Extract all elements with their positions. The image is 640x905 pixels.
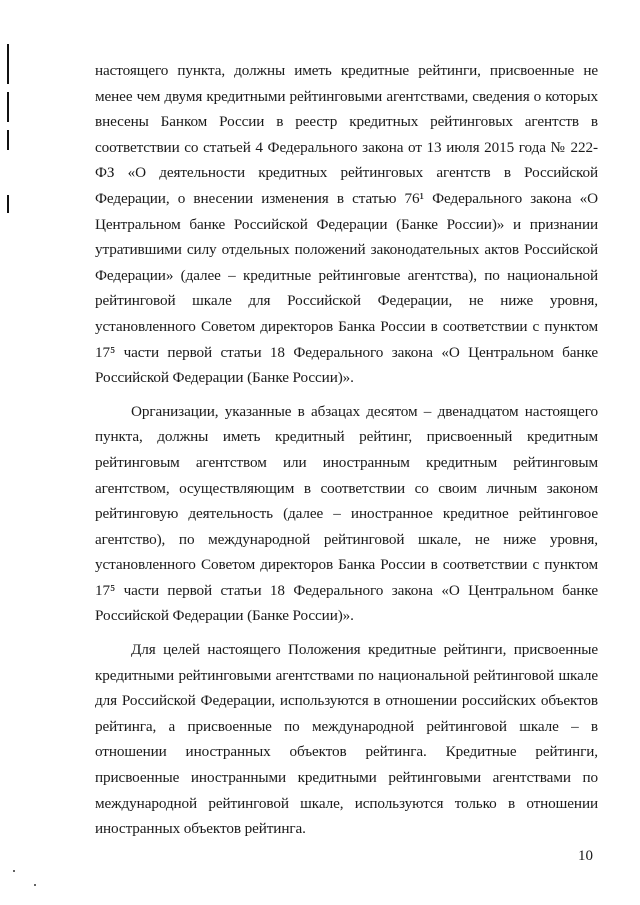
document-page <box>95 58 598 842</box>
paragraph-2: Организации, указанные в абзацах десятом – двенадцатом настоящего пункта, должны иметь кредитный рейтинг, присвоенный кредитным рейтинговым агентством или иностранным кредитным рейтинговым агентством, осуществляющим в соответствии со своим личным законом рейтинговую деятельность (далее – иностранное кредитное рейтинговое агентство), по международной рейтинговой шкале, не ниже уровня, установленного Советом директоров Банка России в соответствии с пунктом 17⁵ части первой статьи 18 Федерального закона «О Центральном банке Российской Федерации (Банке России)». <box>95 402 598 625</box>
scan-mark-3 <box>7 130 9 150</box>
paragraph-3: Для целей настоящего Положения кредитные рейтинги, присвоенные кредитными рейтинговыми агентствами по национальной рейтинговой шкале для Российской Федерации, используются в отношении российских объектов рейтинга, а присвоенные по международной рейтинговой шкале – в отношении иностранных объектов рейтинга. Кредитные рейтинги, присвоенные иностранными кредитными рейтинговыми агентствами по международной рейтинговой шкале, используются только в отношении иностранных объектов рейтинга. <box>95 641 598 838</box>
scan-mark-2 <box>7 92 9 122</box>
scan-dot-2 <box>34 884 36 886</box>
scan-dot-1 <box>13 870 15 872</box>
scan-mark-4 <box>7 195 9 213</box>
paragraph-1: настоящего пункта, должны иметь кредитные рейтинги, присвоенные не менее чем двумя кредитными рейтинговыми агентствами, сведения о которых внесены Банком России в реестр кредитных рейтинговых агентств в соответствии со статьей 4 Федерального закона от 13 июля 2015 года № 222-ФЗ «О деятельности кредитных рейтинговых агентств в Российской Федерации, о внесении изменения в статью 76¹ Федерального закона «О Центральном банке Российской Федерации (Банке России)» и признании утратившими силу отдельных положений законодательных актов Российской Федерации» (далее – кредитные рейтинговые агентства), по национальной рейтинговой шкале для Российской Федерации, не ниже уровня, установленного Советом директоров Банка России в соответствии с пунктом 17⁵ части первой статьи 18 Федерального закона «О Центральном банке Российской Федерации (Банке России)». <box>95 62 598 387</box>
page-number: 10 <box>578 848 593 864</box>
scan-mark-1 <box>7 44 9 84</box>
